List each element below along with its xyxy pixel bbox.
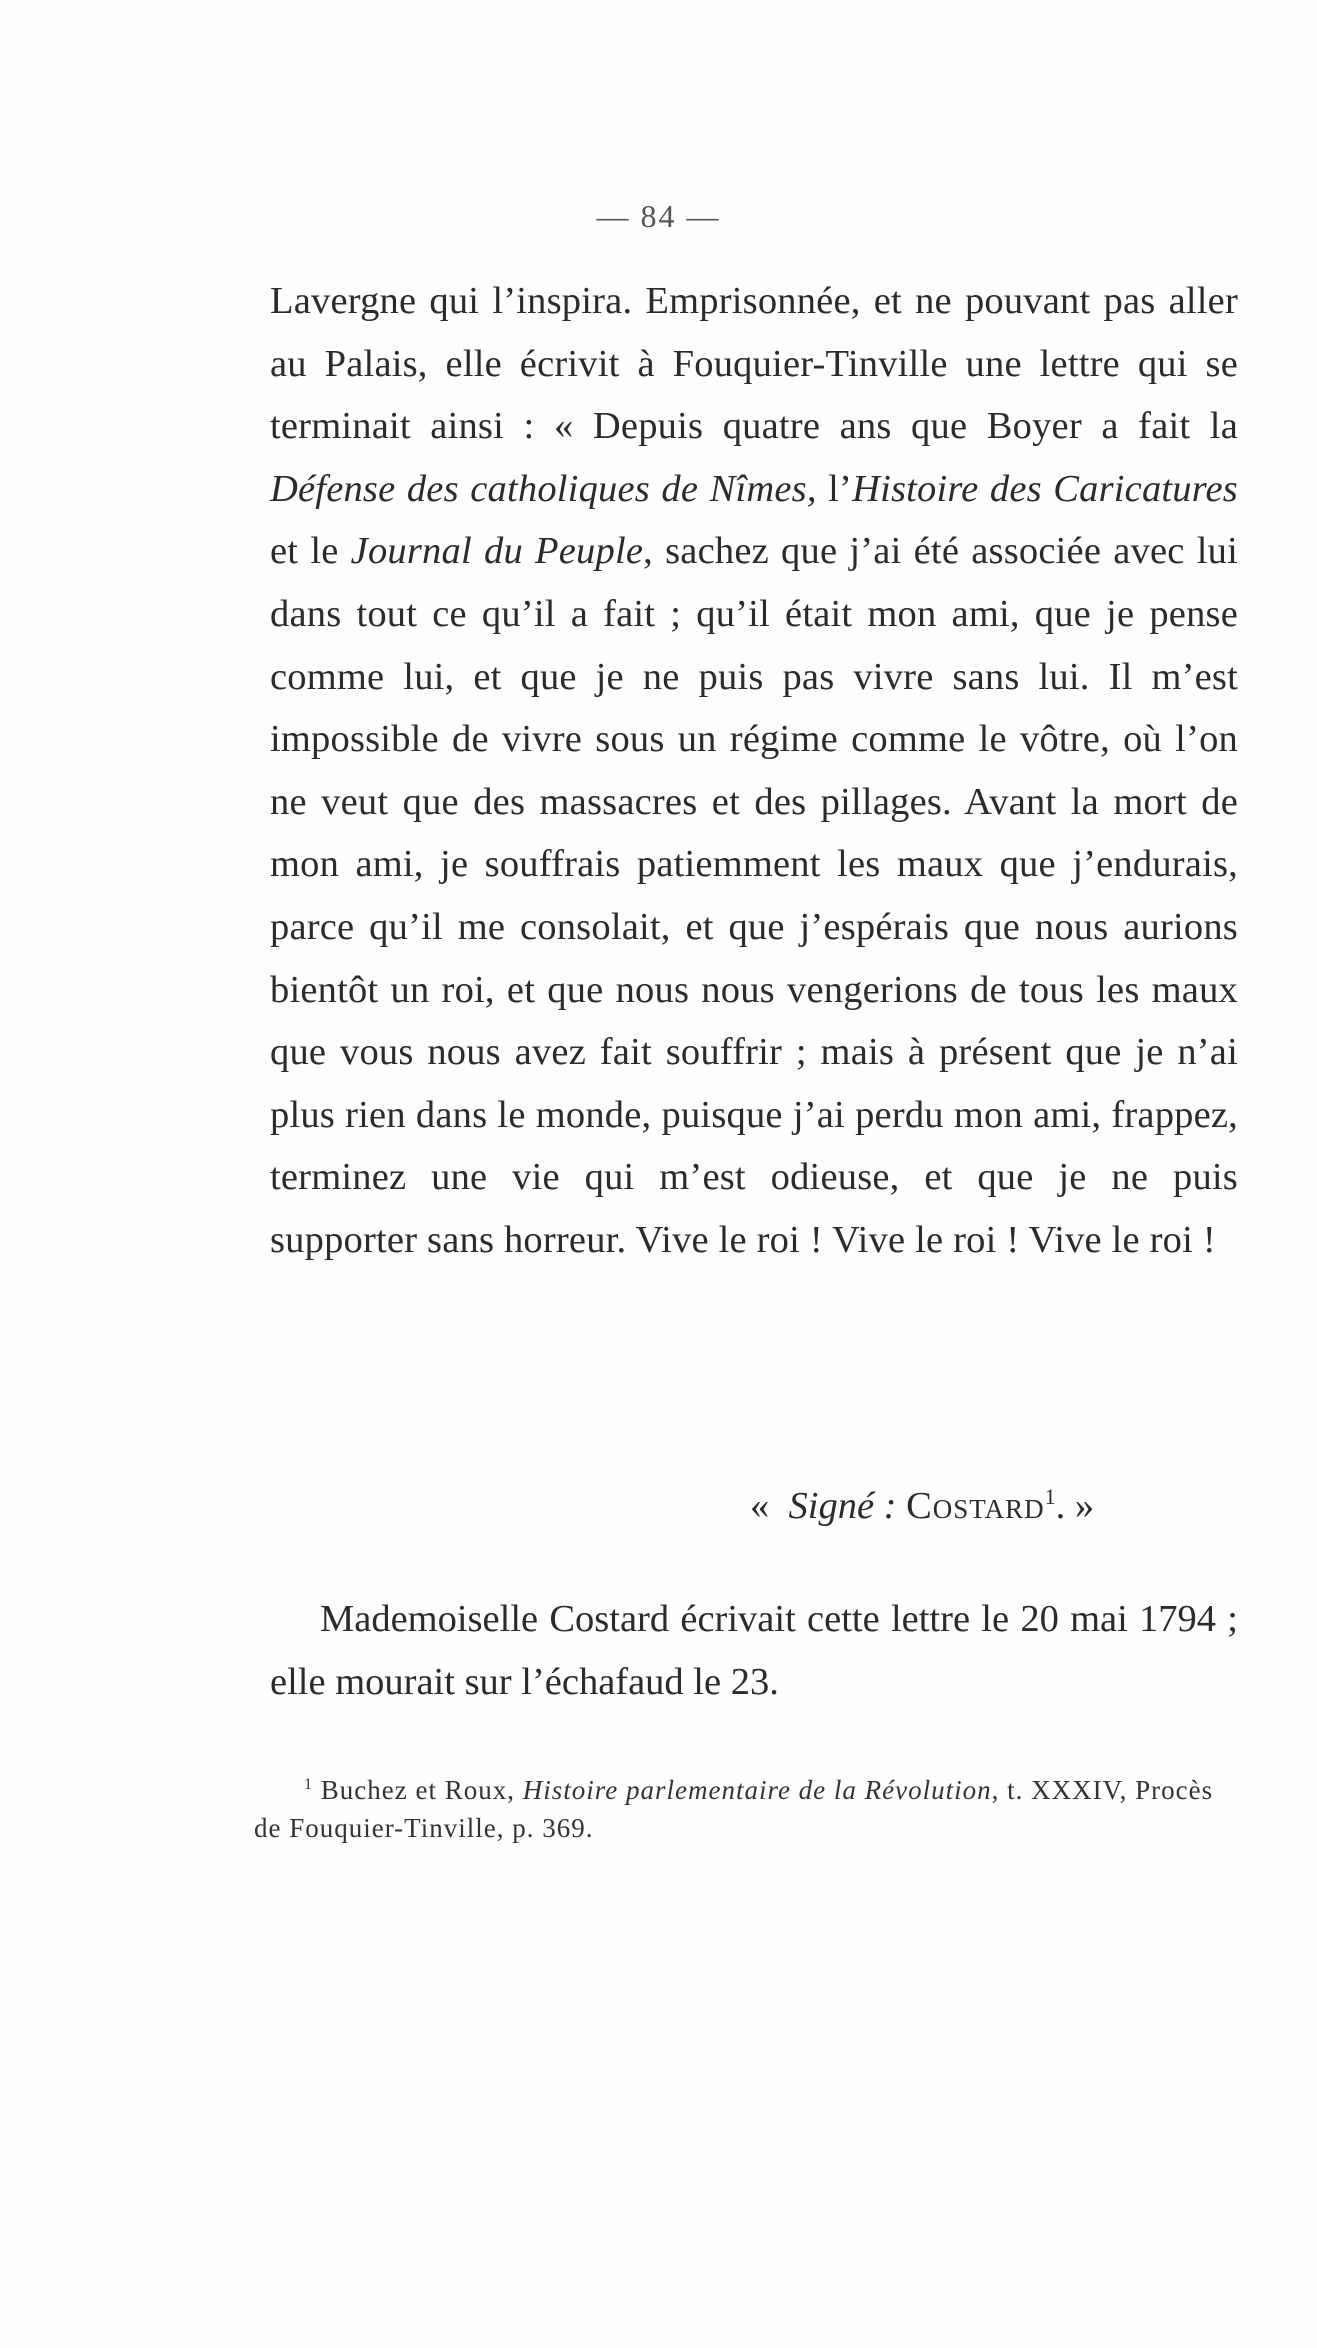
signature-close: . » (1055, 1485, 1095, 1527)
body-text-part-4: , sachez que j’ai été associée avec lui dans tout ce qu’il a fait ; qu’il était mon ami, que je pense comme lui, et que je ne puis pas vivre sans lui. Il m’est impossible de vivre sous un régime comme le vôtre, où l’on ne veut que des massacres et des pillages. Avant la mort de mon ami, je souffrais patiemment les maux que j’endurais, parce qu’il me consolait, et que j’espérais que nous aurions bientôt un roi, et que nous nous vengerions de tous les maux que vous nous avez fait souffrir ; mais à présent que je n’ai plus rien dans le monde, puisque j’ai perdu mon ami, frappez, terminez une vie qui m’est odieuse, et que je ne puis supporter sans horreur. Vive le roi ! Vive le roi ! Vive le roi ! (270, 530, 1238, 1261)
footnote-text (254, 1766, 1240, 1847)
closing-paragraph (270, 1588, 1238, 1713)
body-text (270, 270, 1238, 1272)
footnote-reference: 1 (1044, 1484, 1056, 1509)
title-journal: Journal du Peuple (350, 530, 644, 573)
body-text-part-1: Lavergne qui l’inspira. Emprisonnée, et ne pouvant pas aller au Palais, elle écrivit à Fouquier-Tinville une lettre qui se terminait ainsi : « Depuis quatre ans que Boyer a fait la (270, 280, 1238, 448)
footnote-authors: Buchez et Roux, (313, 1775, 523, 1805)
body-text-part-2: l’ (816, 467, 853, 510)
footnote-rest: , t. XXXIV, Procès de Fouquier-Tinville, p. 369. (254, 1775, 1214, 1843)
signature-name: Costard (906, 1485, 1045, 1527)
body-paragraph (270, 270, 1238, 1272)
footnote (254, 1766, 1240, 1847)
signature-open-quote: « (750, 1485, 770, 1527)
footnote-work-title: Histoire parlementaire de la Révolution (522, 1775, 992, 1805)
footnote-marker: 1 (304, 1776, 313, 1793)
signature-signe: Signé : (788, 1485, 897, 1527)
body-text-part-3: et le (270, 530, 351, 573)
title-defense: Défense des catholiques de Nîmes, (270, 467, 817, 510)
closing-paragraph-text: Mademoiselle Costard écrivait cette lettre le 20 mai 1794 ; elle mourait sur l’échafaud le 23. (270, 1598, 1238, 1703)
title-histoire: Histoire des Caricatures (852, 467, 1238, 510)
page-number: — 84 — (596, 198, 721, 234)
signature-line (750, 1466, 1094, 1537)
